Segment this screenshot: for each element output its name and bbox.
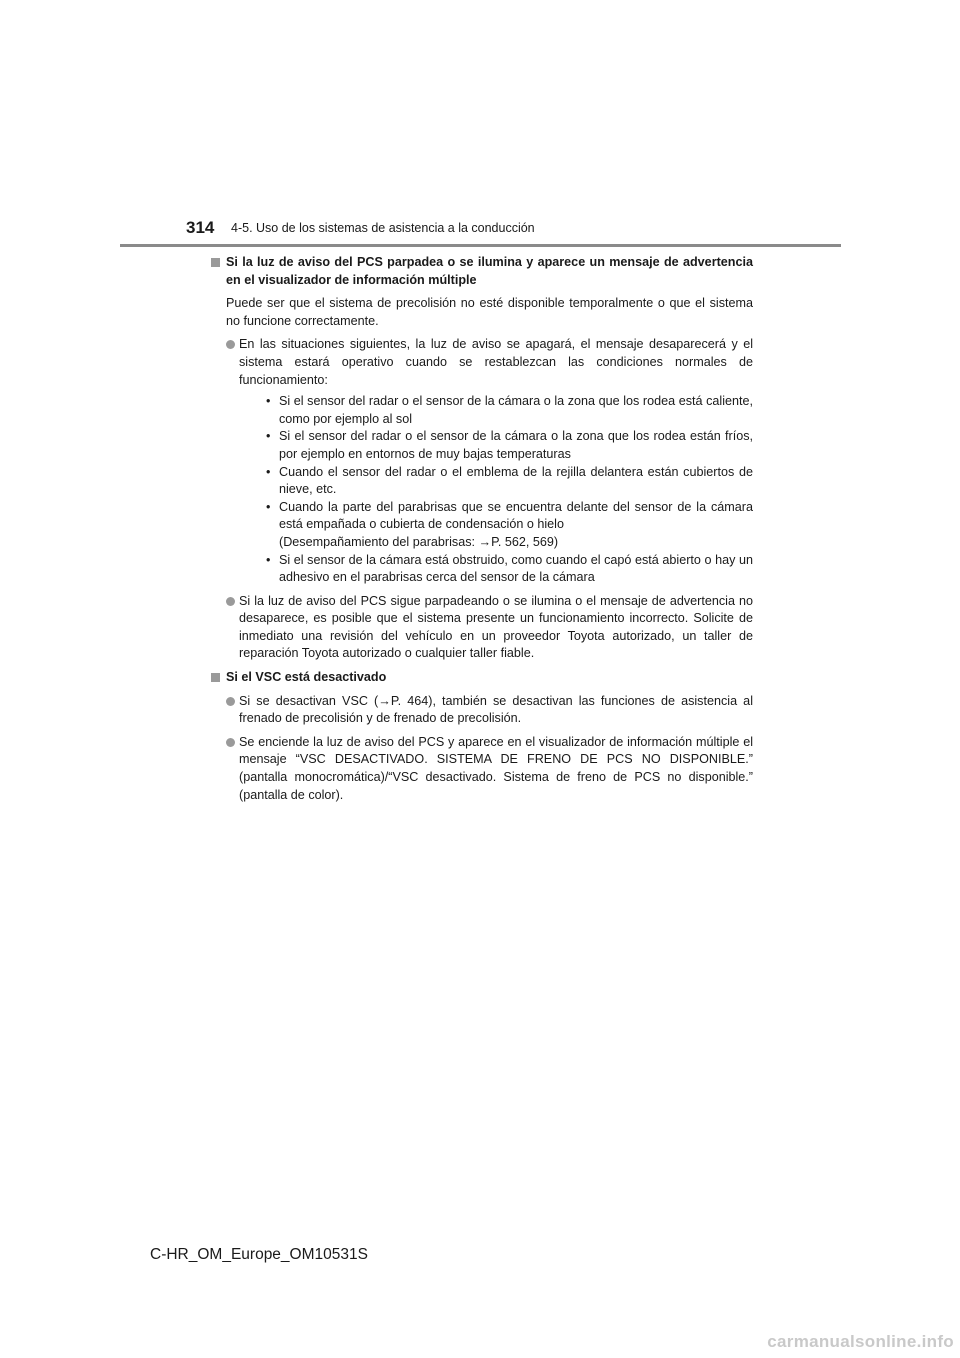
- section-heading-vsc-off: [211, 669, 753, 687]
- circle-bullet-icon: [226, 697, 235, 706]
- dot-marker: •: [266, 464, 271, 479]
- page-body: [211, 254, 753, 810]
- section-heading-pcs-warning: [211, 254, 753, 289]
- sub-list-item: [239, 464, 753, 499]
- list-item: [211, 734, 753, 804]
- sub-item-text: Cuando el sensor del radar o el emblema de la rejilla delantera están cubiertos de nieve, etc.: [279, 464, 753, 497]
- sub-item-text: Si el sensor del radar o el sensor de la cámara o la zona que los rodea está caliente, como por ejemplo al sol: [279, 394, 753, 426]
- list-item: [211, 593, 753, 663]
- sub-item-text: Cuando la parte del parabrisas que se encuentra delante del sensor de la cámara está empañada o cubierta de condensación o hielo: [279, 499, 753, 532]
- sub-item-text: Si el sensor de la cámara está obstruido, como cuando el capó está abierto o hay un adhesivo en el parabrisas cerca del sensor de la cámara: [279, 552, 753, 585]
- list-item: [211, 693, 753, 728]
- square-bullet-icon: [211, 258, 220, 267]
- circle-bullet-icon: [226, 738, 235, 747]
- heading-text: Si la luz de aviso del PCS parpadea o se ilumina y aparece un mensaje de advertencia en el visualizador de información múltiple: [226, 255, 753, 287]
- document-id-footer: C-HR_OM_Europe_OM10531S: [150, 1246, 368, 1263]
- sub-item-text: Si el sensor del radar o el sensor de la cámara o la zona que los rodea están fríos, por ejemplo en entornos de muy bajas temperaturas: [279, 429, 753, 461]
- dot-marker: •: [266, 394, 271, 409]
- sub-list: [239, 393, 753, 587]
- bullet-text: Si la luz de aviso del PCS sigue parpadeando o se ilumina o el mensaje de advertencia no desaparece, es posible que el sistema presente un funcionamiento incorrecto. Solicite de inmediato una revisión del vehículo en un proveedor Toyota autorizado, un taller de reparación Toyota autorizado o cualquier taller fiable.: [239, 593, 753, 661]
- section-intro: Puede ser que el sistema de precolisión no esté disponible temporalmente o que el sistema no funcione correctamente.: [226, 296, 753, 328]
- circle-bullet-icon: [226, 340, 235, 349]
- list-item: [211, 336, 753, 586]
- sub-list-item: [239, 499, 753, 534]
- dot-marker: •: [266, 429, 271, 444]
- square-bullet-icon: [211, 673, 220, 682]
- sub-list-item: [239, 393, 753, 428]
- dot-marker: •: [266, 499, 271, 514]
- heading-text: Si el VSC está desactivado: [226, 670, 387, 685]
- bullet-text: Si se desactivan VSC (→P. 464), también se desactivan las funciones de asistencia al frenado de precolisión y de frenado de precolisión.: [239, 693, 753, 726]
- sub-list-item: [239, 428, 753, 463]
- page-number: 314: [186, 218, 215, 237]
- header-divider: [120, 244, 841, 247]
- sub-list-item: [239, 552, 753, 587]
- section-header: 4-5. Uso de los sistemas de asistencia a la conducción: [231, 221, 535, 235]
- page-reference-text: (Desempañamiento del parabrisas: →P. 562, 569): [279, 534, 559, 549]
- bullet-text: Se enciende la luz de aviso del PCS y aparece en el visualizador de información múltiple el mensaje “VSC DESACTIVADO. SISTEMA DE FRENO DE PCS NO DISPONIBLE.” (pantalla monocromática)/“VSC desactivado. Sistema de freno de PCS no disponible.” (pantalla de color).: [239, 734, 753, 802]
- bullet-text: En las situaciones siguientes, la luz de aviso se apagará, el mensaje desaparecerá y el sistema estará operativo cuando se restablezcan las condiciones normales de funcionamiento:: [239, 337, 753, 387]
- circle-bullet-icon: [226, 597, 235, 606]
- watermark-logo: carmanualsonline.info: [767, 1332, 954, 1351]
- dot-marker: •: [266, 552, 271, 567]
- sub-list-item-reference: [239, 534, 753, 552]
